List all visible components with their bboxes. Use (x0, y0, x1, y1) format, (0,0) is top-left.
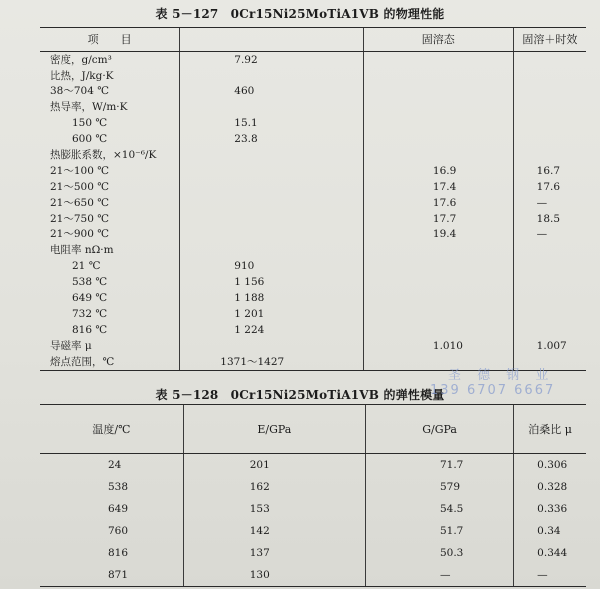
table1-header-item: 项 目 (40, 28, 180, 52)
table1-row (40, 52, 586, 68)
table2-cell-e: 201 (183, 454, 365, 477)
table2-cell-e: 130 (183, 564, 365, 587)
table1-row (40, 306, 586, 322)
table1-row-label: 比热，J/kg·K (50, 69, 114, 82)
table1-row-label: 21～500 ℃ (50, 180, 109, 193)
table2-caption: 表 5－128 0Cr15Ni25MoTiA1VB 的弹性模量 (155, 388, 445, 402)
table1-row-label: 21～100 ℃ (50, 164, 109, 177)
table1-cell-solution-aged (513, 322, 586, 338)
table1-cell-solution-aged (513, 52, 586, 68)
table2-cell-temperature: 816 (108, 546, 129, 559)
table2-header-row (40, 405, 586, 454)
table1-cell-solution (363, 84, 513, 100)
table2-cell-temperature: 760 (108, 524, 129, 537)
table1-row (40, 116, 586, 132)
table1-row (40, 243, 586, 259)
table2-cell-poisson: 0.336 (514, 498, 586, 520)
table1-cell-solution-aged (513, 131, 586, 147)
table1-cell-value (180, 147, 364, 163)
table1-row (40, 179, 586, 195)
table1-row-label: 649 ℃ (72, 292, 108, 305)
table1-cell-solution-aged (513, 100, 586, 116)
table1-row (40, 322, 586, 338)
table2-cell-g: 54.5 (365, 498, 513, 520)
table1-cell-solution (363, 243, 513, 259)
table1-row (40, 227, 586, 243)
table1-row-label: 熔点范围，℃ (40, 354, 180, 370)
table1-cell-value (180, 211, 364, 227)
table1-cell-value: 1 224 (180, 322, 364, 338)
table1-row-label: 150 ℃ (72, 117, 108, 130)
table1-cell-solution: 17.6 (363, 195, 513, 211)
table1-row-label: 21～900 ℃ (50, 228, 109, 241)
table1-cell-solution-aged: 17.6 (513, 179, 586, 195)
table1-row-label: 21～650 ℃ (50, 196, 109, 209)
table1-row (40, 195, 586, 211)
table1-cell-solution-aged (513, 259, 586, 275)
table1-cell-value: 7.92 (180, 52, 364, 68)
table1-cell-value: 1 156 (180, 274, 364, 290)
elastic-modulus-table (40, 404, 586, 587)
table1-row-label: 导磁率 μ (50, 339, 92, 352)
table1-row-label: 密度，g/cm³ (50, 53, 112, 66)
table1-cell-solution (363, 52, 513, 68)
table1-cell-value (180, 179, 364, 195)
table2-body (40, 454, 586, 587)
table1-cell-value: 23.8 (180, 131, 364, 147)
physical-properties-table (40, 27, 586, 371)
table1-cell-value (180, 68, 364, 84)
table1-cell-solution: 1.010 (363, 338, 513, 354)
table1-row-label: 电阻率 nΩ·m (50, 244, 114, 257)
table2-header-temperature: 温度/℃ (40, 405, 183, 454)
table2-cell-g: 50.3 (365, 542, 513, 564)
table1-cell-solution: 16.9 (363, 163, 513, 179)
table1-row (40, 147, 586, 163)
table1-cell-value (180, 195, 364, 211)
table1-cell-solution (363, 322, 513, 338)
table1-row (40, 100, 586, 116)
table2-header-g-modulus: G/GPa (365, 405, 513, 454)
table1-cell-value: 1 201 (180, 306, 364, 322)
table1-cell-solution (363, 116, 513, 132)
table1-row-label: 热导率，W/m·K (50, 101, 128, 114)
table1-header-solution-aged: 固溶＋时效 (513, 28, 586, 52)
table2-cell-e: 162 (183, 476, 365, 498)
table2-cell-temperature: 871 (40, 564, 183, 587)
watermark-phone: 139 6707 6667 (430, 383, 556, 398)
table1-cell-solution-aged (513, 147, 586, 163)
table1-header-row (40, 28, 586, 52)
table2-cell-poisson: 0.306 (514, 454, 586, 477)
table2-cell-temperature: 538 (108, 480, 129, 493)
table1-cell-solution (363, 131, 513, 147)
table1-cell-value (180, 243, 364, 259)
table2-cell-poisson: 0.328 (514, 476, 586, 498)
table2-cell-g: — (365, 564, 513, 587)
table1-cell-solution-aged: 16.7 (513, 163, 586, 179)
table1-cell-solution: 17.7 (363, 211, 513, 227)
table1-row-label: 600 ℃ (72, 133, 108, 146)
table1-cell-solution (363, 259, 513, 275)
table1-cell-value (180, 338, 364, 354)
table2-row (40, 476, 586, 498)
table1-cell-solution (363, 306, 513, 322)
table1-header-blank (180, 28, 364, 52)
table2-header-poisson: 泊桑比 μ (514, 405, 586, 454)
table1-cell-solution: 19.4 (363, 227, 513, 243)
table1-cell-solution-aged: — (513, 227, 586, 243)
table1-row (40, 211, 586, 227)
table1-header-solution: 固溶态 (363, 28, 513, 52)
table1-row (40, 274, 586, 290)
table1-row (40, 259, 586, 275)
table2-row (40, 542, 586, 564)
table1-row-label: 732 ℃ (72, 307, 108, 320)
table2-cell-g: 579 (365, 476, 513, 498)
table2-row (40, 520, 586, 542)
table1-cell-solution-aged: 18.5 (513, 211, 586, 227)
table1-cell-solution (363, 290, 513, 306)
table1-cell-solution-aged (513, 290, 586, 306)
table2-header-e-modulus: E/GPa (183, 405, 365, 454)
table1-row (40, 131, 586, 147)
table1-cell-value (180, 227, 364, 243)
table1-cell-solution-aged (513, 68, 586, 84)
table1-row-label: 816 ℃ (72, 323, 108, 336)
table2-cell-g: 71.7 (365, 454, 513, 477)
table1-cell-solution-aged: 1.007 (513, 338, 586, 354)
table1-row-label: 538 ℃ (72, 276, 108, 289)
table2-row (40, 454, 586, 477)
table1-row (40, 68, 586, 84)
table2-cell-e: 142 (183, 520, 365, 542)
table1-cell-solution-aged: — (513, 195, 586, 211)
table1-cell-value: 15.1 (180, 116, 364, 132)
table2-cell-poisson: — (514, 564, 586, 587)
table1-row-label: 21～750 ℃ (50, 212, 109, 225)
table2-row (40, 498, 586, 520)
table1-row (40, 290, 586, 306)
table2-cell-e: 153 (183, 498, 365, 520)
table1-cell-solution-aged (513, 306, 586, 322)
table1-cell-value (180, 163, 364, 179)
table1-cell-solution (363, 274, 513, 290)
table1-cell-value: 1371～1427 (180, 354, 364, 370)
table2-cell-e: 137 (183, 542, 365, 564)
table1-row (40, 163, 586, 179)
table1-body (40, 52, 586, 371)
table1-row-label: 热膨胀系数，×10⁻⁶/K (50, 149, 157, 162)
table1-row (40, 338, 586, 354)
table2-row (40, 564, 586, 587)
table1-cell-solution-aged (513, 243, 586, 259)
table1-cell-solution: 17.4 (363, 179, 513, 195)
table1-cell-solution (363, 68, 513, 84)
table1-cell-solution-aged (513, 84, 586, 100)
table1-cell-value: 460 (180, 84, 364, 100)
table1-cell-value: 910 (180, 259, 364, 275)
table1-cell-solution-aged (513, 116, 586, 132)
table2-cell-temperature: 649 (108, 502, 129, 515)
table1-cell-solution (363, 147, 513, 163)
table1-row (40, 84, 586, 100)
table2-cell-poisson: 0.344 (514, 542, 586, 564)
table1-cell-value: 1 188 (180, 290, 364, 306)
table1-row-label: 21 ℃ (72, 260, 101, 273)
table1-row-label: 38～704 ℃ (50, 85, 109, 98)
table2-cell-poisson: 0.34 (514, 520, 586, 542)
watermark-stamp (430, 368, 555, 398)
table1-cell-solution-aged (513, 274, 586, 290)
table2-cell-temperature: 24 (108, 458, 122, 471)
watermark-company: 圣 德 钢 业 (448, 368, 555, 383)
table1-caption: 表 5－127 0Cr15Ni25MoTiA1VB 的物理性能 (155, 7, 445, 21)
table2-cell-g: 51.7 (365, 520, 513, 542)
table1-cell-solution (363, 100, 513, 116)
table1-cell-value (180, 100, 364, 116)
